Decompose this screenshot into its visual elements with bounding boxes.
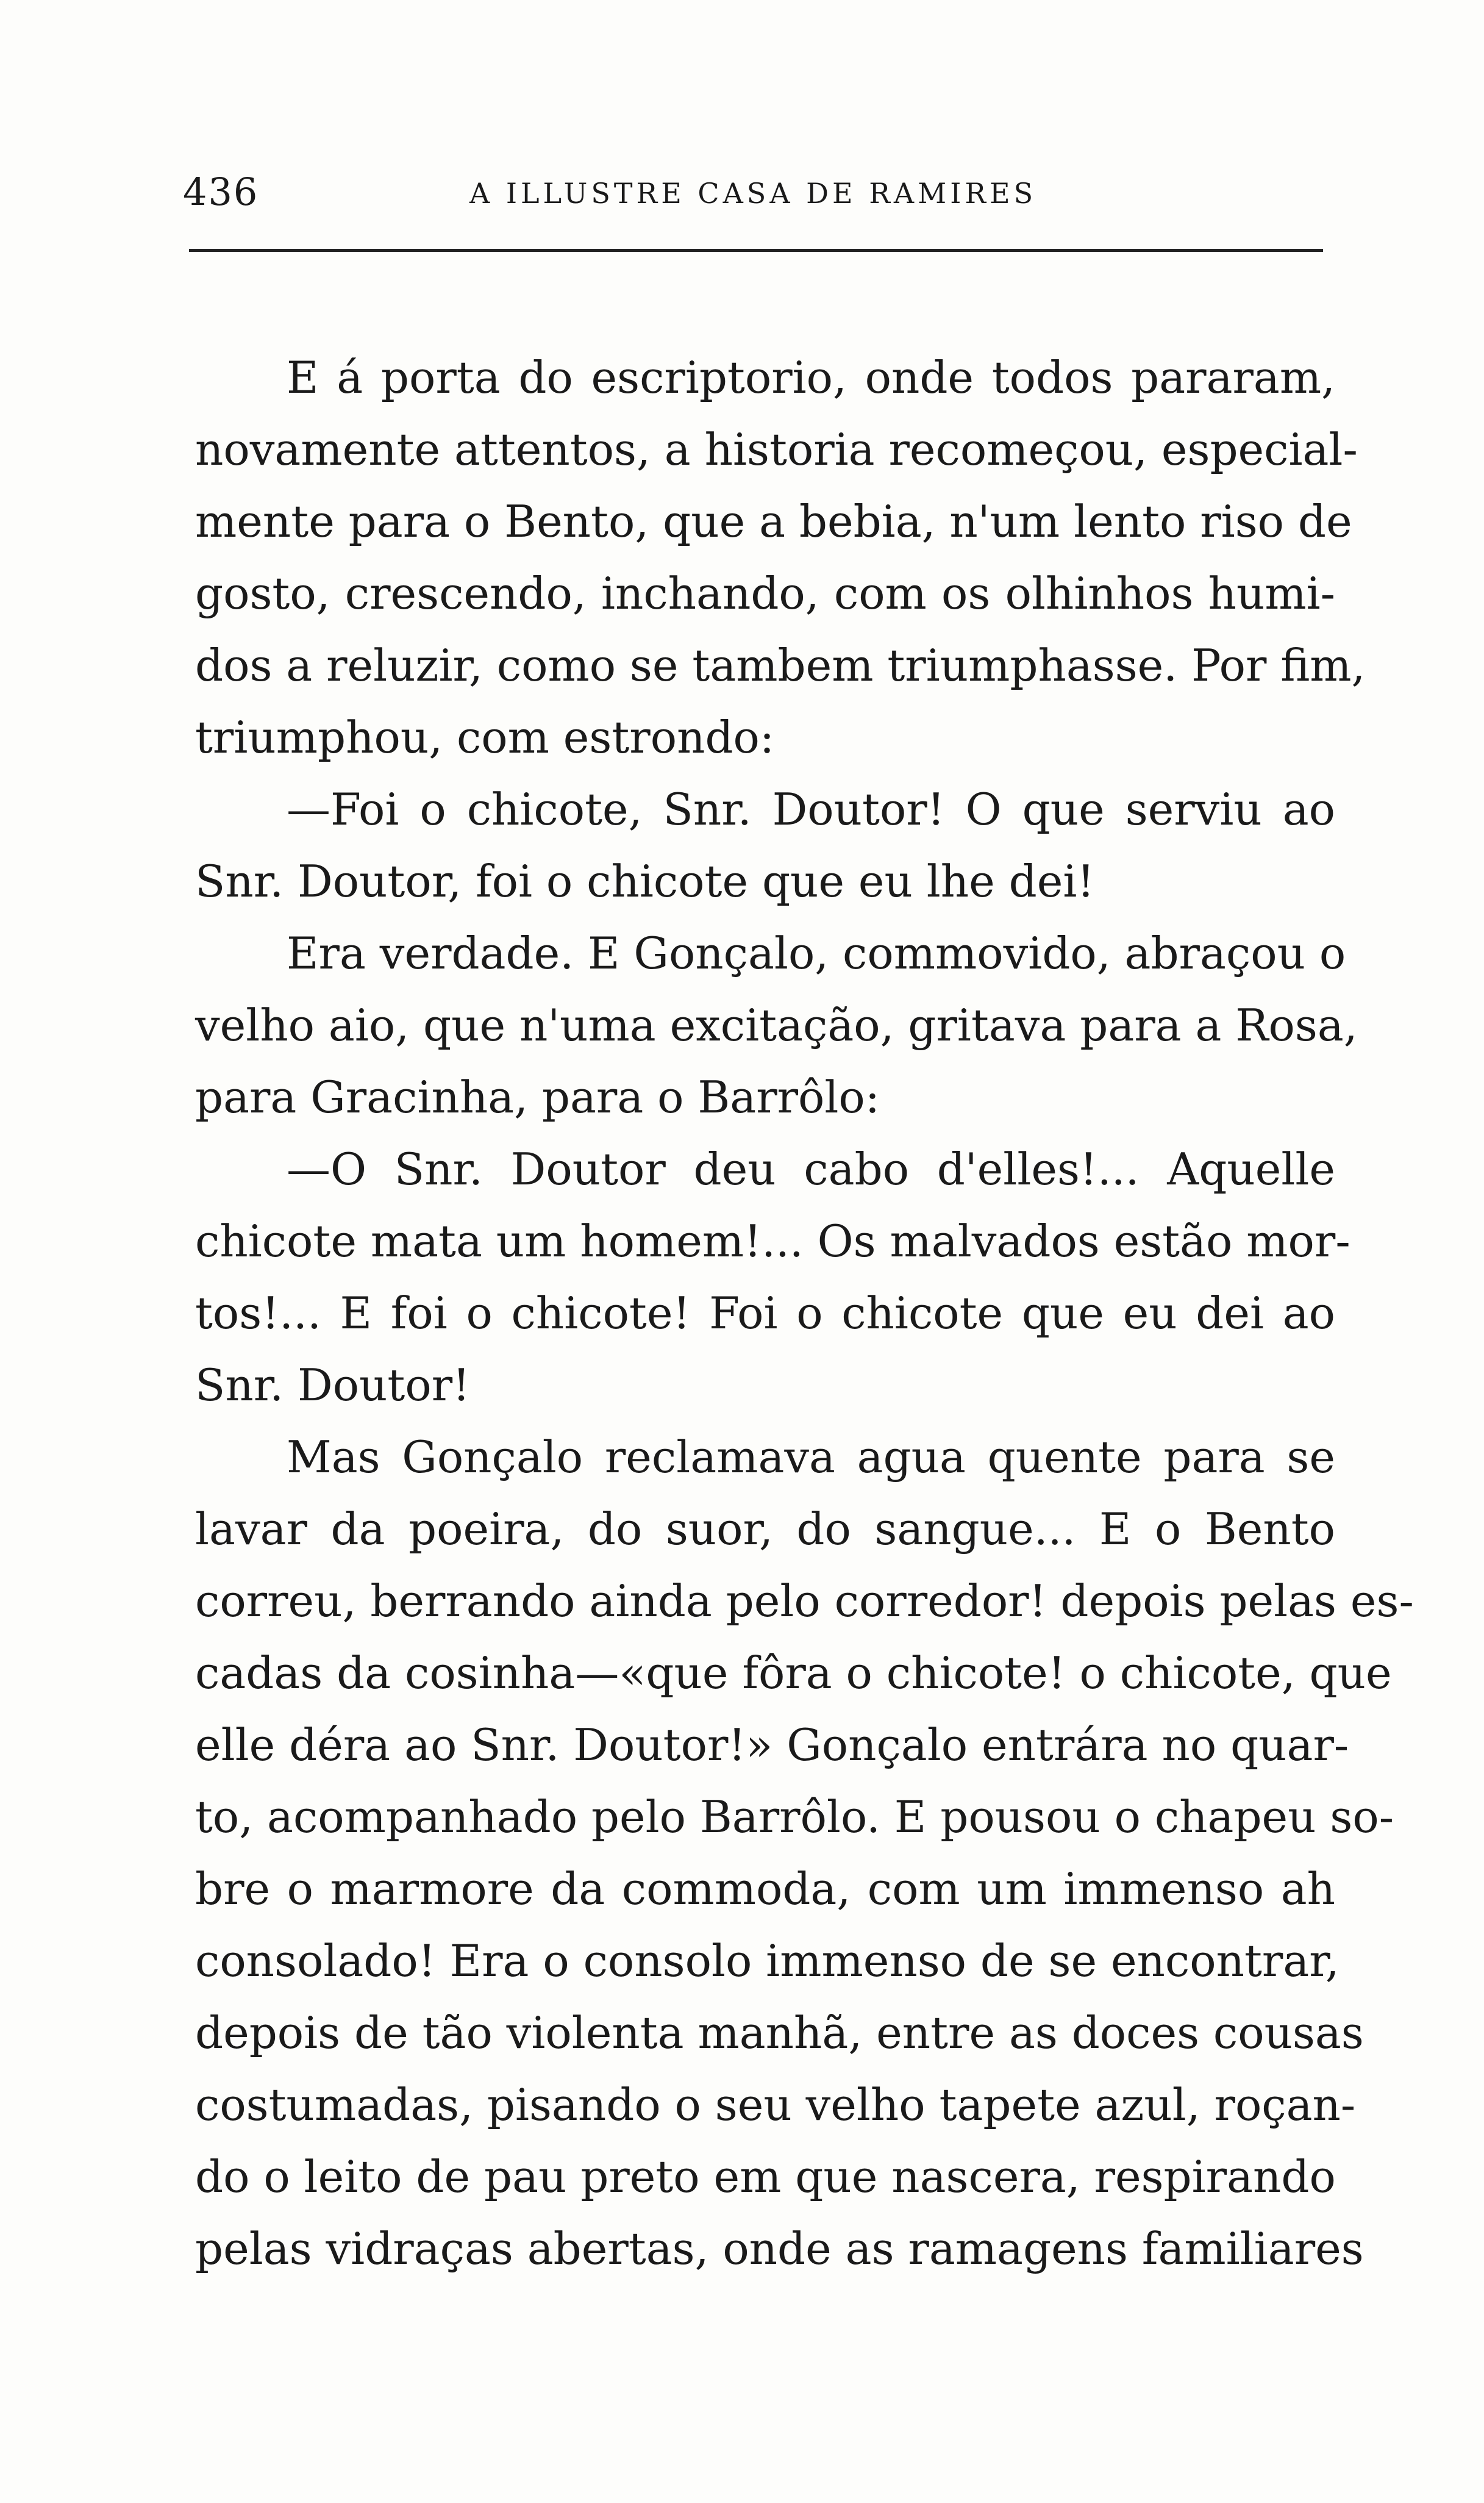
text-line: cadas da cosinha—«que fôra o chicote! o chicote, que [195,1647,1392,1699]
running-title: A ILLUSTRE CASA DE RAMIRES [469,177,1037,210]
text-line: dos a reluzir, como se tambem triumphasse. Por fim, [195,640,1366,691]
text-line: consolado! Era o consolo immenso de se encontrar, [195,1935,1340,1986]
header-rule [189,249,1323,252]
text-line: Mas Gonçalo reclamava agua quente para se [287,1431,1335,1483]
text-line: Snr. Doutor, foi o chicote que eu lhe dei! [195,856,1095,907]
text-line: velho aio, que n'uma excitação, gritava para a Rosa, [195,1000,1358,1051]
text-line: chicote mata um homem!... Os malvados estão mor- [195,1216,1350,1267]
text-line: lavar da poeira, do suor, do sangue... E o Bento [195,1503,1335,1555]
text-line: gosto, crescendo, inchando, com os olhinhos humi- [195,568,1335,619]
text-line: depois de tão violenta manhã, entre as doces cousas [195,2007,1364,2058]
text-line: triumphou, com estrondo: [195,712,775,763]
text-line: —Foi o chicote, Snr. Doutor! O que serviu ao [287,784,1335,835]
text-line: Era verdade. E Gonçalo, commovido, abraçou o [287,928,1346,979]
text-line: elle déra ao Snr. Doutor!» Gonçalo entrára no quar- [195,1719,1349,1771]
text-line: novamente attentos, a historia recomeçou, especial- [195,424,1358,475]
text-line: to, acompanhado pelo Barrôlo. E pousou o chapeu so- [195,1791,1394,1842]
page-number: 436 [183,170,259,214]
text-line: —O Snr. Doutor deu cabo d'elles!... Aquelle [287,1144,1335,1195]
text-line: E á porta do escriptorio, onde todos pararam, [287,352,1335,403]
text-line: bre o marmore da commoda, com um immenso ah [195,1863,1335,1914]
text-line: Snr. Doutor! [195,1359,471,1411]
text-line: tos!... E foi o chicote! Foi o chicote que eu dei ao [195,1287,1335,1339]
body-text [195,342,1414,2285]
text-line: para Gracinha, para o Barrôlo: [195,1072,880,1123]
text-line: mente para o Bento, que a bebia, n'um lento riso de [195,496,1352,547]
text-line: costumadas, pisando o seu velho tapete azul, roçan- [195,2079,1356,2130]
text-line: pelas vidraças abertas, onde as ramagens familiares [195,2223,1364,2274]
text-line: correu, berrando ainda pelo corredor! depois pelas es- [195,1575,1414,1627]
running-head [183,162,1329,223]
text-line: do o leito de pau preto em que nascera, respirando [195,2151,1336,2202]
